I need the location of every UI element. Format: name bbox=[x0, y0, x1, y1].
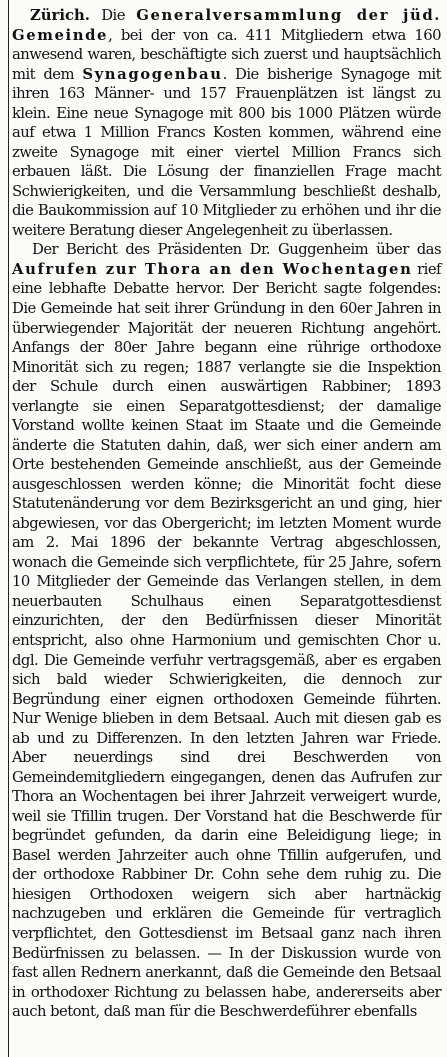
paragraph-synagogue-building bbox=[12, 6, 441, 240]
p1-text-e: . Die bisherige Synagoge mit ihren 163 Männer- und 157 Frauenplätzen ist längst zu klein. Eine neue Synagoge mit 800 bis 1000 Plätzen würde auf etwa 1 Million Francs Kosten kommen, während eine zweite Synagoge mit einer viertel Million Francs sich erbauen läßt. Die Lösung der finanziellen Frage macht Schwierigkeiten, und die Versammlung beschließt deshalb, die Baukommission auf 10 Mitglieder zu erhöhen und ihr die weitere Beratung dieser Angelegenheit zu überlassen. bbox=[12, 65, 441, 239]
column-rule bbox=[8, 0, 9, 1057]
p1-emphasis-assembly: Generalversammlung der jüd. Gemeinde bbox=[12, 7, 442, 44]
p1-emphasis-synagogue: Synagogenbau bbox=[82, 65, 223, 83]
p1-text-a: Die bbox=[101, 7, 137, 24]
place-heading: Zürich. bbox=[30, 7, 90, 24]
article-body bbox=[12, 6, 441, 1022]
p2-emphasis-torah: Aufrufen zur Thora an den Wochentagen bbox=[12, 260, 413, 278]
p2-text-c: rief eine lebhafte Debatte hervor. Der Bericht sagte folgendes: Die Gemeinde hat seit ihrer Gründung in den 60er Jahren in überwiegender Majorität der neueren Richtung angehört. Anfangs der 80er Jahre begann eine rührige orthodoxe Minorität sich zu regen; 1887 verlangte sie die Inspektion der Schule durch einen auswärtigen Rabbiner; 1893 verlangte sie einen Separatgottesdienst; der damalige Vorstand wollte keinen Staat im Staate und die Gemeinde änderte die Statuten dahin, daß, wer sich einer andern am Orte bestehenden Gemeinde anschließt, aus der Gemeinde ausgeschlossen werden könne; die Minorität focht diese Statutenänderung vor dem Bezirksgericht an und ging, hier abgewiesen, vor das Obergericht; im letzten Moment wurde am 2. Mai 1896 der bekannte Vertrag abgeschlossen, wonach die Gemeinde sich verpflichtete, für 25 Jahre, sofern 10 Mitglieder der Gemeinde das Verlangen stellen, in dem neuerbauten Schulhaus einen Separatgottesdienst einzurichten, der den Bedürfnissen dieser Minorität entspricht, also ohne Harmonium und gemischten Chor u. dgl. Die Gemeinde verfuhr vertragsgemäß, aber es ergaben sich bald wieder Schwierigkeiten, die dennoch zur Begründung einer eignen orthodoxen Gemeinde führten. Nur Wenige blieben in dem Betsaal. Auch mit diesen gab es ab und zu Differenzen. In den letzten Jahren war Friede. Aber neuerdings sind drei Beschwerden von Gemeindemitgliedern eingegangen, denen das Aufrufen zur Thora an Wochentagen bei ihrer Jahrzeit verweigert wurde, weil sie Tfillin trugen. Der Vorstand hat die Beschwerde für begründet gefunden, da darin eine Beleidigung liege; in Basel werden Jahrzeiter auch ohne Tfillin aufgerufen, und der orthodoxe Rabbiner Dr. Cohn sehe dem ruhig zu. Die hiesigen Orthodoxen weigern sich aber hartnäckig nachzugeben und erklären die Gemeinde für vertraglich verpflichtet, den Gottesdienst im Betsaal ganz nach ihren Bedürfnissen zu belassen. — In der Diskussion wurde von fast allen Rednern anerkannt, daß die Gemeinde den Betsaal in orthodoxer Richtung zu belassen habe, andererseits aber auch betont, daß man für die Beschwerdeführer ebenfalls bbox=[12, 260, 441, 1021]
p2-text-a: Der Bericht des Präsidenten Dr. Guggenheim über das bbox=[32, 241, 441, 259]
paragraph-torah-calling bbox=[12, 240, 441, 1021]
p1-text-c: , bei der von ca. 411 Mitgliedern etwa 160 anwesend waren, beschäftigte sich zuerst und hauptsächlich mit dem bbox=[12, 26, 441, 83]
